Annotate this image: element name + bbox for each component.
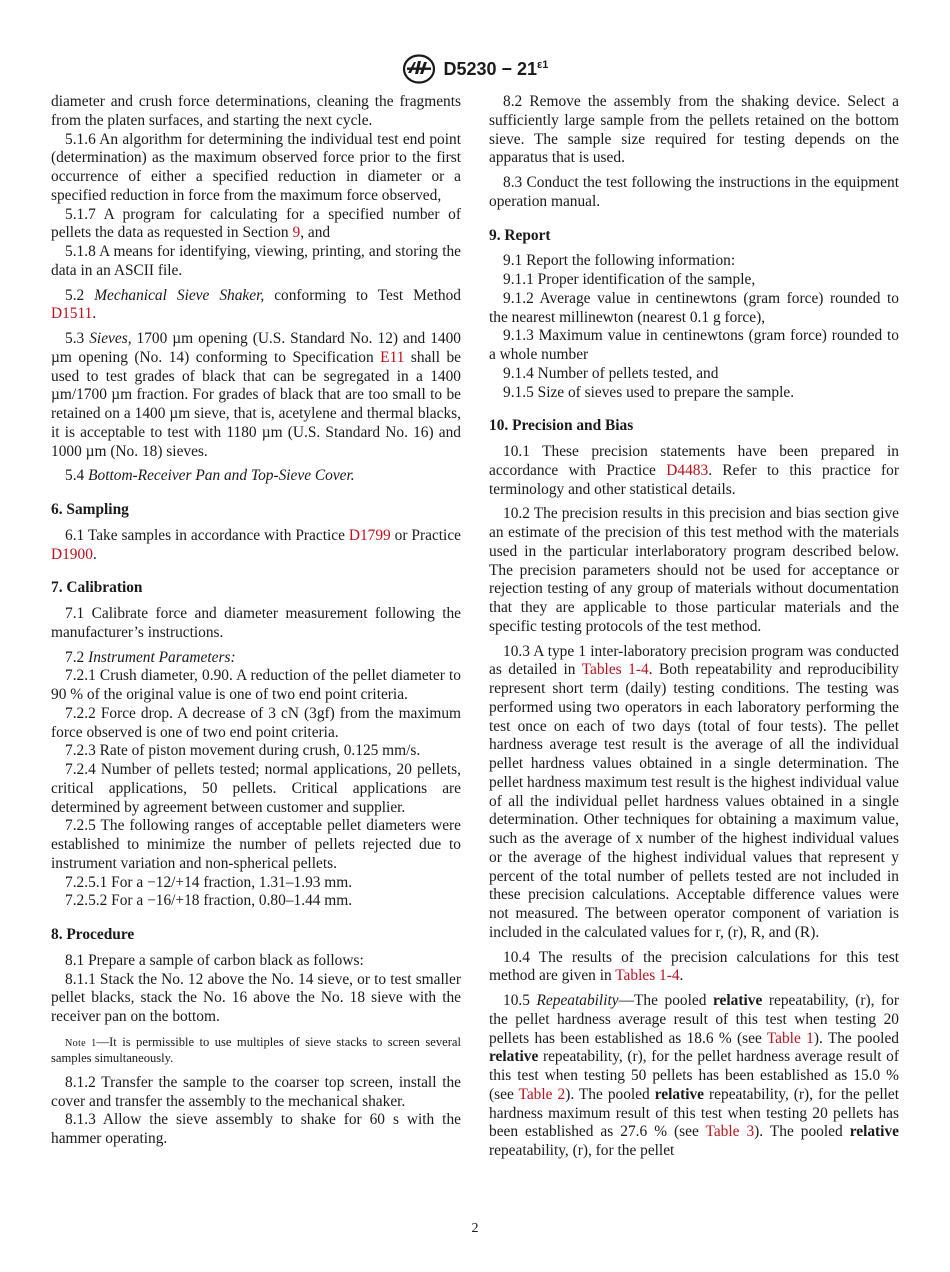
paragraph-7-2: 7.2 Instrument Parameters: bbox=[65, 648, 236, 666]
paragraph-7-1: 7.1 Calibrate force and diameter measurement following the manufacturer’s instructions. bbox=[51, 605, 461, 641]
paragraph-10-5: 10.5 Repeatability—The pooled relative repeatability, (r), for the pellet hardness average result of this test when testing 20 pellets has been established as 18.6 % (see Table 1). The pooled relative repeatability, (r), for the pellet hardness average result of this test when testing 50 pellets has been established as 15.0 % (see Table 2). The pooled relative repeatability, (r), for the pellet hardness maximum result of this test when testing 20 pellets has been established as 27.6 % (see Table 3). The pooled relative repeatability, (r), for the pellet bbox=[489, 992, 900, 1159]
d1511-link[interactable]: D1511 bbox=[51, 305, 93, 323]
paragraph-9-1-3: 9.1.3 Maximum value in centinewtons (gram force) rounded to a whole number bbox=[489, 327, 899, 363]
d4483-link[interactable]: D4483 bbox=[666, 461, 709, 479]
paragraph-8-3: 8.3 Conduct the test following the instructions in the equipment operation manual. bbox=[489, 174, 899, 210]
paragraph-10-2: 10.2 The precision results in this precision and bias section give an estimate of the precision of this test method with the materials used in the particular interlaboratory program described below. The precision parameters should not be used for acceptance or rejection testing of any group of materials without documentation that they are applicable to those particular materials and the specific testing protocols of the test method. bbox=[489, 505, 899, 635]
paragraph-8-1-1: 8.1.1 Stack the No. 12 above the No. 14 sieve, or to test smaller pellet blacks, stack the No. 16 above the No. 18 sieve with the receiver pan on the bottom. bbox=[51, 970, 461, 1025]
paragraph-8-1-2: 8.1.2 Transfer the sample to the coarser top screen, install the cover and transfer the assembly to the mechanical shaker. bbox=[51, 1073, 461, 1110]
paragraph-9-1-1: 9.1.1 Proper identification of the sample, bbox=[503, 271, 756, 288]
d1900-link[interactable]: D1900 bbox=[51, 545, 93, 563]
paragraph-7-2-3: 7.2.3 Rate of piston movement during crush, 0.125 mm/s. bbox=[65, 742, 421, 760]
astm-logo bbox=[402, 54, 436, 84]
standard-designation: $D5230 - 21^{\varepsilon 1}$ bbox=[443, 58, 549, 79]
paragraph-5-1-7: 5.1.7 A program for calculating for a specified number of pellets the data as requested in Section 9, and bbox=[51, 205, 461, 242]
tables-1-4-link[interactable]: Tables 1-4 bbox=[615, 967, 680, 985]
section-heading-sampling: 6. Sampling bbox=[51, 501, 129, 518]
paragraph-5-4: 5.4 Bottom-Receiver Pan and Top-Sieve Cover. bbox=[65, 467, 355, 485]
paragraph-5-1-6: 5.1.6 An algorithm for determining the individual test end point (determination) as the maximum observed force prior to the first occurrence of either a specified reduction in diameter or a specified reduction in force from the maximum force observed, bbox=[51, 130, 461, 204]
e11-link[interactable]: E11 bbox=[380, 348, 405, 366]
paragraph-9-1: 9.1 Report the following information: bbox=[503, 252, 736, 270]
paragraph-10-1: 10.1 These precision statements have been prepared in accordance with Practice D4483. Refer to this practice for terminology and other statistical details. bbox=[489, 443, 899, 498]
paragraph-9-1-4: 9.1.4 Number of pellets tested, and bbox=[503, 364, 719, 382]
section-heading-precision-bias: 10. Precision and Bias bbox=[489, 417, 634, 435]
paragraph-8-1: 8.1 Prepare a sample of carbon black as follows: bbox=[65, 951, 364, 969]
paragraph-8-2: 8.2 Remove the assembly from the shaking device. Select a sufficiently large sample from the pellets retained on the bottom sieve. The sample size required for testing depends on the apparatus that is used. bbox=[489, 93, 899, 167]
paragraph-5-1-8: 5.1.8 A means for identifying, viewing, printing, and storing the data in an ASCII file. bbox=[51, 243, 461, 279]
left-column bbox=[51, 93, 461, 1149]
tables-1-4-link[interactable]: Tables 1-4 bbox=[581, 661, 649, 679]
section-9-link[interactable]: 9 bbox=[292, 224, 301, 242]
page-header bbox=[0, 54, 950, 84]
epsilon-superscript: ε1 bbox=[537, 58, 549, 71]
paragraph-7-2-4: 7.2.4 Number of pellets tested; normal applications, 20 pellets, critical applications, 50 pellets. Critical applications are determined by agreement between customer and supplier. bbox=[51, 761, 461, 816]
paragraph-5-3: 5.3 Sieves, 1700 µm opening (U.S. Standard No. 12) and 1400 µm opening (No. 14) conforming to Specification E11 shall be used to test grades of black that can be segregated in a 1400 µm/1700 µm fraction. For grades of black that are too small to be retained on a 1400 µm sieve, that is, acetylene and thermal blacks, it is acceptable to test with 1180 µm (U.S. Standard No. 16) and 1000 µm (No. 18) sieves. bbox=[51, 330, 461, 460]
section-heading-report: 9. Report bbox=[489, 226, 551, 244]
paragraph-10-3: 10.3 A type 1 inter-laboratory precision program was conducted as detailed in Tables 1-4. Both repeatability and reproducibility represent short term (daily) testing conditions. The testing was performed using two operators in each laboratory performing the test once on each of two days (total of four tests). The pellet hardness average test result is the average of all the individual pellet hardness values obtained in a single determination. The pellet hardness maximum test result is the highest individual value of all the individual pellet hardness values obtained in a single determination. Other techniques for obtaining a maximum value, such as the average of x number of the highest individual values or the average of the highest individual values that represent y percent of the total number of pellets tested are not included in these precision calculations. Acceptable difference values were not measured. The between operator component of variation is included in the calculated values for r, (r), R, and (R). bbox=[489, 642, 899, 941]
paragraph-7-2-5: 7.2.5 The following ranges of acceptable pellet diameters were established to minimize the number of pellets rejected due to instrument variation and non-spherical pellets. bbox=[51, 817, 461, 872]
paragraph-7-2-5-1: 7.2.5.1 For a −12/+14 fraction, 1.31–1.93 mm. bbox=[65, 873, 353, 891]
table-3-link[interactable]: Table 3 bbox=[705, 1123, 755, 1141]
paragraph: diameter and crush force determinations, cleaning the fragments from the platen surfaces, and starting the next cycle. bbox=[51, 93, 461, 129]
paragraph-6-1: 6.1 Take samples in accordance with Practice D1799 or Practice D1900. bbox=[51, 526, 461, 563]
paragraph-5-2: 5.2 Mechanical Sieve Shaker, conforming to Test Method D1511. bbox=[51, 286, 461, 323]
section-heading-procedure: 8. Procedure bbox=[51, 926, 135, 943]
paragraph-10-4: 10.4 The results of the precision calculations for this test method are given in Tables 1-4. bbox=[489, 948, 899, 985]
d1799-link[interactable]: D1799 bbox=[348, 526, 391, 544]
page-number: 2 bbox=[471, 1221, 479, 1236]
table-1-link[interactable]: Table 1 bbox=[766, 1029, 814, 1047]
paragraph-9-1-2: 9.1.2 Average value in centinewtons (gram force) rounded to the nearest millinewton (nearest 0.1 g force), bbox=[489, 289, 899, 326]
paragraph-7-2-2: 7.2.2 Force drop. A decrease of 3 cN (3gf) from the maximum force observed is one of two end point criteria. bbox=[51, 704, 461, 741]
right-column bbox=[489, 93, 899, 1161]
paragraph-9-1-5: 9.1.5 Size of sieves used to prepare the sample. bbox=[503, 383, 795, 401]
section-heading-calibration: 7. Calibration bbox=[51, 579, 143, 597]
paragraph-7-2-1: 7.2.1 Crush diameter, 0.90. A reduction of the pellet diameter to 90 % of the original value is one of two end point criteria. bbox=[51, 667, 461, 703]
paragraph-7-2-5-2: 7.2.5.2 For a −16/+18 fraction, 0.80–1.44 mm. bbox=[65, 892, 353, 910]
table-2-link[interactable]: Table 2 bbox=[518, 1085, 566, 1103]
paragraph-8-1-3: 8.1.3 Allow the sieve assembly to shake for 60 s with the hammer operating. bbox=[51, 1111, 461, 1147]
note-1: Note 1—It is permissible to use multiples of sieve stacks to screen several samples simultaneously. bbox=[51, 1034, 461, 1065]
